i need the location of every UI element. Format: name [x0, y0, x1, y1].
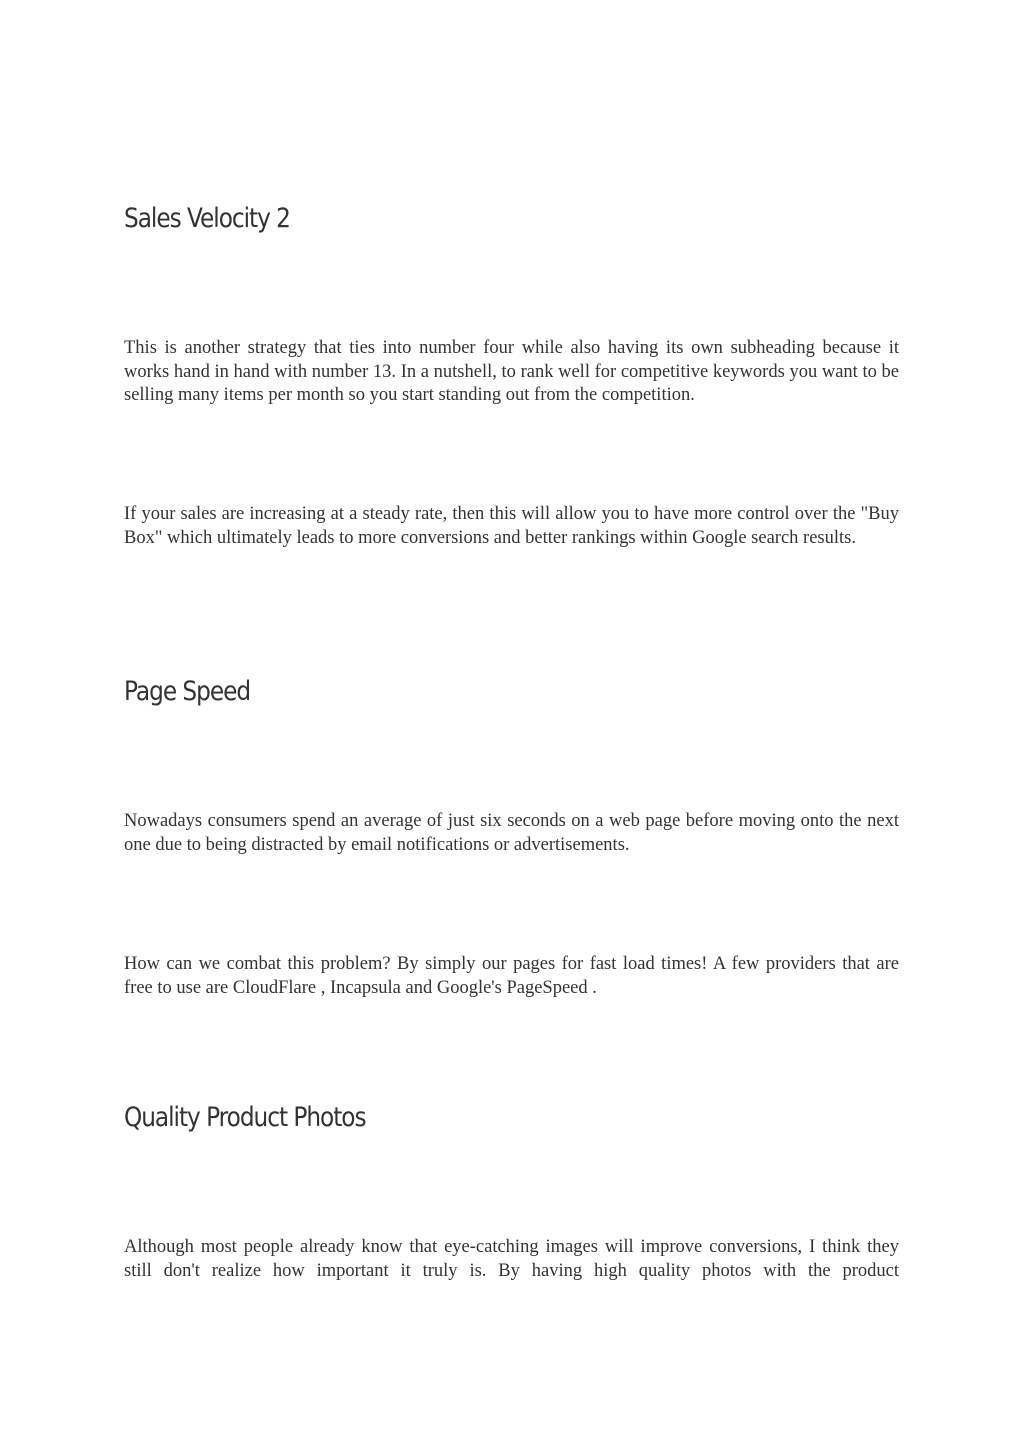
paragraph-sales-velocity-intro: This is another strategy that ties into number four while also having its own subheading because it works hand in hand with number 13. In a nutshell, to rank well for competitive keywords you want to be selling many items per month so you start standing out from the competition.	[124, 338, 899, 406]
paragraph-quality-product-photos: Although most people already know that eye-catching images will improve conversions, I think they still don't realize how important it truly is. By having high quality photos with the product	[124, 1237, 899, 1281]
section-heading-sales-velocity: Sales Velocity 2	[124, 203, 290, 234]
paragraph-sales-velocity-buy-box: If your sales are increasing at a steady rate, then this will allow you to have more control over the "Buy Box" which ultimately leads to more conversions and better rankings within Google search results.	[124, 504, 899, 548]
paragraph-page-speed-providers: How can we combat this problem? By simply our pages for fast load times! A few providers that are free to use are CloudFlare , Incapsula and Google's PageSpeed .	[124, 954, 899, 998]
paragraph-page-speed-intro: Nowadays consumers spend an average of just six seconds on a web page before moving onto the next one due to being distracted by email notifications or advertisements.	[124, 811, 899, 855]
section-heading-page-speed: Page Speed	[124, 676, 251, 707]
section-heading-quality-product-photos: Quality Product Photos	[124, 1102, 366, 1133]
